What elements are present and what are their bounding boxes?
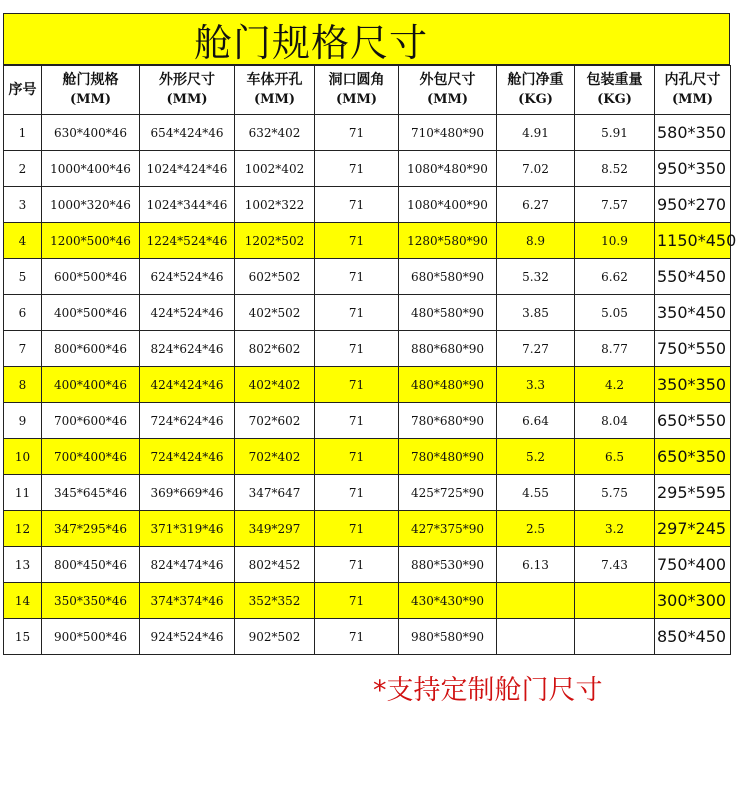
hatch-spec-cell: 1200*500*46 xyxy=(42,223,140,259)
corner-radius-cell: 71 xyxy=(315,223,399,259)
inner-hole-size-cell: 580*350 xyxy=(655,115,731,151)
outer-size-cell: 1024*424*46 xyxy=(140,151,235,187)
table-row xyxy=(4,475,731,511)
inner-hole-size-cell: 650*550 xyxy=(655,403,731,439)
body-cutout-cell: 402*502 xyxy=(235,295,315,331)
row-number-cell: 12 xyxy=(4,511,42,547)
inner-hole-size-cell: 550*450 xyxy=(655,259,731,295)
gross-weight-cell: 10.9 xyxy=(575,223,655,259)
net-weight-cell: 8.9 xyxy=(497,223,575,259)
outer-size-cell: 654*424*46 xyxy=(140,115,235,151)
table-row xyxy=(4,619,731,655)
table-header-row xyxy=(4,66,731,115)
column-header-label: 外包尺寸 xyxy=(419,72,476,88)
hatch-spec-cell: 800*450*46 xyxy=(42,547,140,583)
net-weight-cell: 6.13 xyxy=(497,547,575,583)
row-number-cell: 10 xyxy=(4,439,42,475)
net-weight-cell: 3.3 xyxy=(497,367,575,403)
gross-weight-cell: 8.52 xyxy=(575,151,655,187)
body-cutout-cell: 632*402 xyxy=(235,115,315,151)
body-cutout-cell: 902*502 xyxy=(235,619,315,655)
column-header-unit: (MM) xyxy=(253,92,296,107)
hatch-spec-cell: 700*400*46 xyxy=(42,439,140,475)
column-header xyxy=(655,66,731,115)
package-size-cell: 1080*400*90 xyxy=(399,187,497,223)
inner-hole-size-cell: 750*550 xyxy=(655,331,731,367)
column-header-label: 舱门规格 xyxy=(62,72,119,88)
column-header xyxy=(399,66,497,115)
body-cutout-cell: 1002*322 xyxy=(235,187,315,223)
net-weight-cell: 6.64 xyxy=(497,403,575,439)
hatch-spec-cell: 1000*400*46 xyxy=(42,151,140,187)
net-weight-cell: 5.2 xyxy=(497,439,575,475)
table-row xyxy=(4,187,731,223)
package-size-cell: 880*530*90 xyxy=(399,547,497,583)
gross-weight-cell: 6.62 xyxy=(575,259,655,295)
inner-hole-size-cell: 350*350 xyxy=(655,367,731,403)
column-header-unit: (MM) xyxy=(426,92,469,107)
package-size-cell: 780*680*90 xyxy=(399,403,497,439)
body-cutout-cell: 1202*502 xyxy=(235,223,315,259)
column-header-label: 包装重量 xyxy=(586,72,643,88)
row-number-cell: 2 xyxy=(4,151,42,187)
table-row xyxy=(4,367,731,403)
hatch-spec-cell: 1000*320*46 xyxy=(42,187,140,223)
row-number-cell: 4 xyxy=(4,223,42,259)
inner-hole-size-cell: 1150*450 xyxy=(655,223,731,259)
net-weight-cell: 6.27 xyxy=(497,187,575,223)
corner-radius-cell: 71 xyxy=(315,475,399,511)
package-size-cell: 425*725*90 xyxy=(399,475,497,511)
inner-hole-size-cell: 300*300 xyxy=(655,583,731,619)
column-header-label: 车体开孔 xyxy=(246,72,303,88)
outer-size-cell: 924*524*46 xyxy=(140,619,235,655)
package-size-cell: 710*480*90 xyxy=(399,115,497,151)
net-weight-cell: 7.27 xyxy=(497,331,575,367)
column-header-unit: (MM) xyxy=(335,92,378,107)
hatch-spec-cell: 630*400*46 xyxy=(42,115,140,151)
body-cutout-cell: 347*647 xyxy=(235,475,315,511)
gross-weight-cell: 5.91 xyxy=(575,115,655,151)
package-size-cell: 427*375*90 xyxy=(399,511,497,547)
column-header-label: 洞口圆角 xyxy=(328,72,385,88)
column-header-label: 外形尺寸 xyxy=(159,72,215,88)
table-row xyxy=(4,331,731,367)
corner-radius-cell: 71 xyxy=(315,511,399,547)
corner-radius-cell: 71 xyxy=(315,331,399,367)
inner-hole-size-cell: 650*350 xyxy=(655,439,731,475)
package-size-cell: 480*580*90 xyxy=(399,295,497,331)
outer-size-cell: 424*524*46 xyxy=(140,295,235,331)
package-size-cell: 880*680*90 xyxy=(399,331,497,367)
corner-radius-cell: 71 xyxy=(315,187,399,223)
net-weight-cell: 4.91 xyxy=(497,115,575,151)
column-header-unit: (KG) xyxy=(518,92,553,107)
corner-radius-cell: 71 xyxy=(315,151,399,187)
column-header-label: 序号 xyxy=(8,81,37,98)
hatch-spec-cell: 347*295*46 xyxy=(42,511,140,547)
outer-size-cell: 1224*524*46 xyxy=(140,223,235,259)
inner-hole-size-cell: 950*350 xyxy=(655,151,731,187)
column-header xyxy=(497,66,575,115)
column-header xyxy=(315,66,399,115)
table-row xyxy=(4,403,731,439)
outer-size-cell: 369*669*46 xyxy=(140,475,235,511)
column-header-unit: (KG) xyxy=(597,92,632,107)
gross-weight-cell: 5.05 xyxy=(575,295,655,331)
hatch-spec-cell: 700*600*46 xyxy=(42,403,140,439)
row-number-cell: 6 xyxy=(4,295,42,331)
table-row xyxy=(4,223,731,259)
net-weight-cell xyxy=(497,619,575,655)
column-header xyxy=(140,66,235,115)
hatch-spec-cell: 800*600*46 xyxy=(42,331,140,367)
gross-weight-cell: 7.57 xyxy=(575,187,655,223)
corner-radius-cell: 71 xyxy=(315,403,399,439)
gross-weight-cell: 7.43 xyxy=(575,547,655,583)
gross-weight-cell: 3.2 xyxy=(575,511,655,547)
column-header-label: 内孔尺寸 xyxy=(664,72,721,88)
outer-size-cell: 724*624*46 xyxy=(140,403,235,439)
body-cutout-cell: 702*602 xyxy=(235,403,315,439)
column-header-unit: (MM) xyxy=(69,92,112,107)
row-number-cell: 8 xyxy=(4,367,42,403)
body-cutout-cell: 402*402 xyxy=(235,367,315,403)
page-title: 舱门规格尺寸 xyxy=(3,13,730,65)
inner-hole-size-cell: 750*400 xyxy=(655,547,731,583)
corner-radius-cell: 71 xyxy=(315,619,399,655)
package-size-cell: 1280*580*90 xyxy=(399,223,497,259)
corner-radius-cell: 71 xyxy=(315,547,399,583)
corner-radius-cell: 71 xyxy=(315,367,399,403)
row-number-cell: 11 xyxy=(4,475,42,511)
inner-hole-size-cell: 950*270 xyxy=(655,187,731,223)
row-number-cell: 15 xyxy=(4,619,42,655)
gross-weight-cell: 6.5 xyxy=(575,439,655,475)
package-size-cell: 780*480*90 xyxy=(399,439,497,475)
body-cutout-cell: 1002*402 xyxy=(235,151,315,187)
package-size-cell: 480*480*90 xyxy=(399,367,497,403)
column-header-label: 舱门净重 xyxy=(507,72,564,88)
column-header xyxy=(235,66,315,115)
row-number-cell: 13 xyxy=(4,547,42,583)
body-cutout-cell: 702*402 xyxy=(235,439,315,475)
outer-size-cell: 424*424*46 xyxy=(140,367,235,403)
net-weight-cell: 2.5 xyxy=(497,511,575,547)
inner-hole-size-cell: 850*450 xyxy=(655,619,731,655)
outer-size-cell: 371*319*46 xyxy=(140,511,235,547)
corner-radius-cell: 71 xyxy=(315,115,399,151)
body-cutout-cell: 602*502 xyxy=(235,259,315,295)
gross-weight-cell: 5.75 xyxy=(575,475,655,511)
outer-size-cell: 374*374*46 xyxy=(140,583,235,619)
gross-weight-cell: 8.04 xyxy=(575,403,655,439)
hatch-spec-cell: 400*500*46 xyxy=(42,295,140,331)
spec-table xyxy=(3,65,737,655)
net-weight-cell: 7.02 xyxy=(497,151,575,187)
table-row xyxy=(4,115,731,151)
net-weight-cell xyxy=(497,583,575,619)
package-size-cell: 1080*480*90 xyxy=(399,151,497,187)
corner-radius-cell: 71 xyxy=(315,439,399,475)
hatch-spec-cell: 345*645*46 xyxy=(42,475,140,511)
package-size-cell: 430*430*90 xyxy=(399,583,497,619)
body-cutout-cell: 352*352 xyxy=(235,583,315,619)
row-number-cell: 1 xyxy=(4,115,42,151)
inner-hole-size-cell: 350*450 xyxy=(655,295,731,331)
outer-size-cell: 824*474*46 xyxy=(140,547,235,583)
gross-weight-cell xyxy=(575,619,655,655)
column-header-unit: (MM) xyxy=(671,92,714,107)
spec-sheet xyxy=(3,13,737,655)
gross-weight-cell xyxy=(575,583,655,619)
row-number-cell: 7 xyxy=(4,331,42,367)
column-header xyxy=(4,66,42,115)
outer-size-cell: 1024*344*46 xyxy=(140,187,235,223)
corner-radius-cell: 71 xyxy=(315,583,399,619)
hatch-spec-cell: 600*500*46 xyxy=(42,259,140,295)
gross-weight-cell: 8.77 xyxy=(575,331,655,367)
outer-size-cell: 824*624*46 xyxy=(140,331,235,367)
table-row xyxy=(4,439,731,475)
column-header xyxy=(42,66,140,115)
column-header-unit: (MM) xyxy=(166,92,208,107)
body-cutout-cell: 802*452 xyxy=(235,547,315,583)
body-cutout-cell: 802*602 xyxy=(235,331,315,367)
custom-size-note: *支持定制舱门尺寸 xyxy=(373,675,603,706)
row-number-cell: 3 xyxy=(4,187,42,223)
row-number-cell: 9 xyxy=(4,403,42,439)
table-row xyxy=(4,547,731,583)
outer-size-cell: 724*424*46 xyxy=(140,439,235,475)
net-weight-cell: 4.55 xyxy=(497,475,575,511)
outer-size-cell: 624*524*46 xyxy=(140,259,235,295)
body-cutout-cell: 349*297 xyxy=(235,511,315,547)
column-header xyxy=(575,66,655,115)
table-row xyxy=(4,511,731,547)
row-number-cell: 14 xyxy=(4,583,42,619)
table-row xyxy=(4,295,731,331)
net-weight-cell: 3.85 xyxy=(497,295,575,331)
table-body xyxy=(4,115,737,655)
hatch-spec-cell: 350*350*46 xyxy=(42,583,140,619)
inner-hole-size-cell: 297*245 xyxy=(655,511,731,547)
table-row xyxy=(4,151,731,187)
table-row xyxy=(4,583,731,619)
table-row xyxy=(4,259,731,295)
package-size-cell: 980*580*90 xyxy=(399,619,497,655)
corner-radius-cell: 71 xyxy=(315,295,399,331)
net-weight-cell: 5.32 xyxy=(497,259,575,295)
hatch-spec-cell: 400*400*46 xyxy=(42,367,140,403)
hatch-spec-cell: 900*500*46 xyxy=(42,619,140,655)
package-size-cell: 680*580*90 xyxy=(399,259,497,295)
gross-weight-cell: 4.2 xyxy=(575,367,655,403)
inner-hole-size-cell: 295*595 xyxy=(655,475,731,511)
corner-radius-cell: 71 xyxy=(315,259,399,295)
row-number-cell: 5 xyxy=(4,259,42,295)
